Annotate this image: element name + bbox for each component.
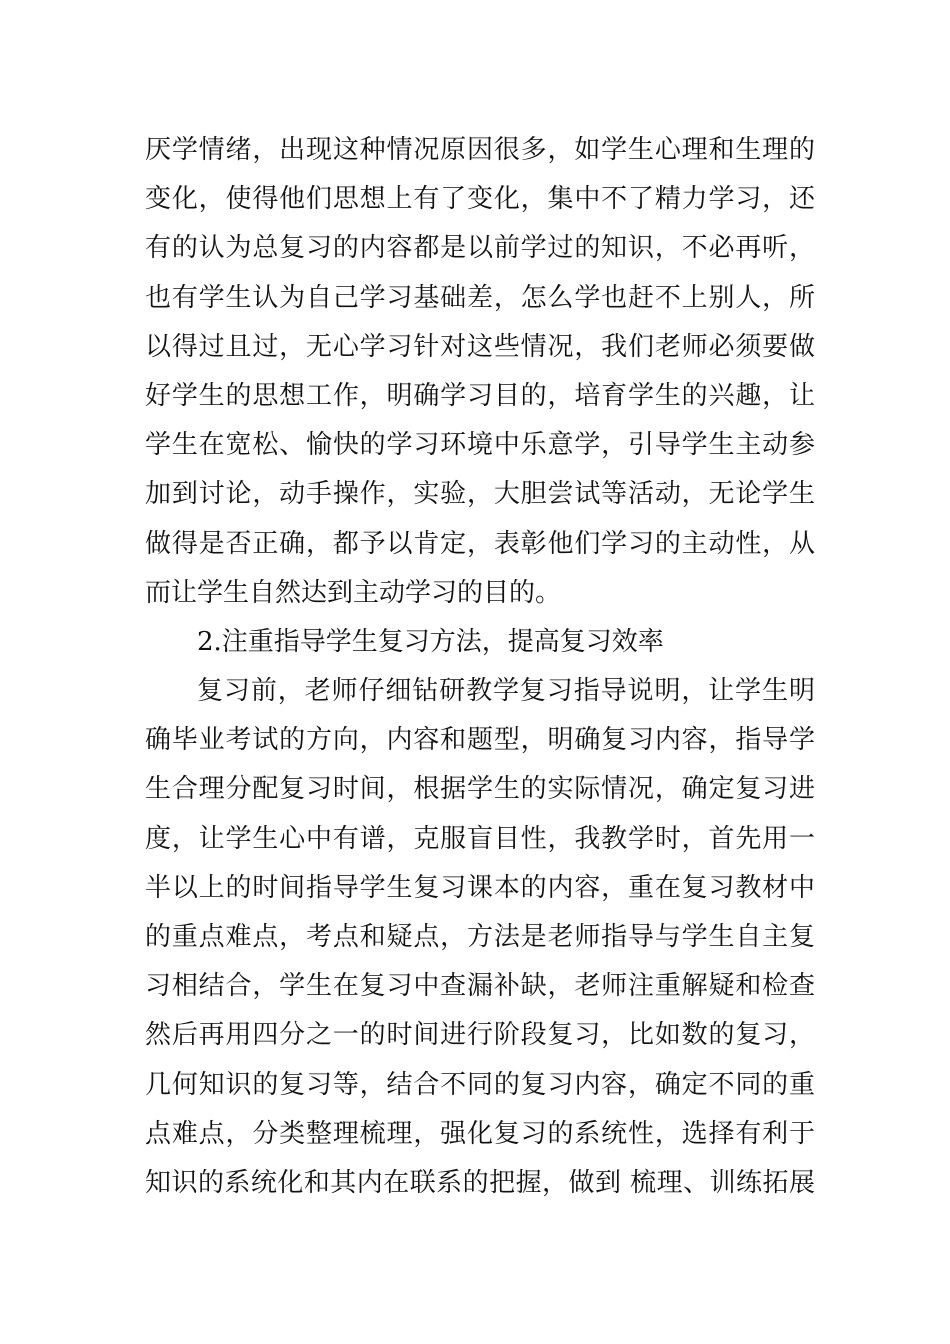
text-line: 确毕业考试的方向，内容和题型，明确复习内容，指导学 <box>145 725 815 756</box>
text-line: 而让学生自然达到主动学习的目的。 <box>145 577 562 608</box>
section-heading: 2.注重指导学生复习方法，提高复习效率 <box>197 626 664 657</box>
text-line: 好学生的思想工作，明确学习目的，培育学生的兴趣，让 <box>145 380 815 411</box>
text-line: 的重点难点，考点和疑点，方法是老师指导与学生自主复 <box>145 922 815 952</box>
text-line: 然后再用四分之一的时间进行阶段复习，比如数的复习， <box>145 1020 815 1051</box>
text-line: 点难点，分类整理梳理，强化复习的系统性，选择有利于 <box>145 1118 815 1149</box>
text-line: 厌学情绪，出现这种情况原因很多，如学生心理和生理的 <box>145 135 815 165</box>
text-line: 变化，使得他们思想上有了变化，集中不了精力学习，还 <box>145 184 815 215</box>
text-line: 以得过且过，无心学习针对这些情况，我们老师必须要做 <box>145 331 815 362</box>
text-line: 加到讨论，动手操作，实验，大胆尝试等活动，无论学生 <box>145 479 815 510</box>
body-text <box>145 126 815 1208</box>
text-line: 几何知识的复习等，结合不同的复习内容，确定不同的重 <box>145 1069 815 1100</box>
text-line: 做得是否正确，都予以肯定，表彰他们学习的主动性，从 <box>145 528 815 559</box>
text-line: 有的认为总复习的内容都是以前学过的知识，不必再听， <box>145 233 815 264</box>
text-line: 习相结合，学生在复习中查漏补缺，老师注重解疑和检查 <box>145 971 815 1002</box>
text-line: 复习前，老师仔细钻研教学复习指导说明，让学生明 <box>197 676 815 707</box>
text-line: 半以上的时间指导学生复习课本的内容，重在复习教材中 <box>145 872 815 903</box>
text-line: 知识的系统化和其内在联系的把握，做到 梳理、训练拓展 <box>145 1167 815 1198</box>
text-line: 学生在宽松、愉快的学习环境中乐意学，引导学生主动参 <box>145 430 815 461</box>
text-line: 度，让学生心中有谱，克服盲目性，我教学时，首先用一 <box>145 823 815 854</box>
text-line: 生合理分配复习时间，根据学生的实际情况，确定复习进 <box>145 774 815 805</box>
text-line: 也有学生认为自己学习基础差，怎么学也赶不上别人，所 <box>145 282 815 313</box>
